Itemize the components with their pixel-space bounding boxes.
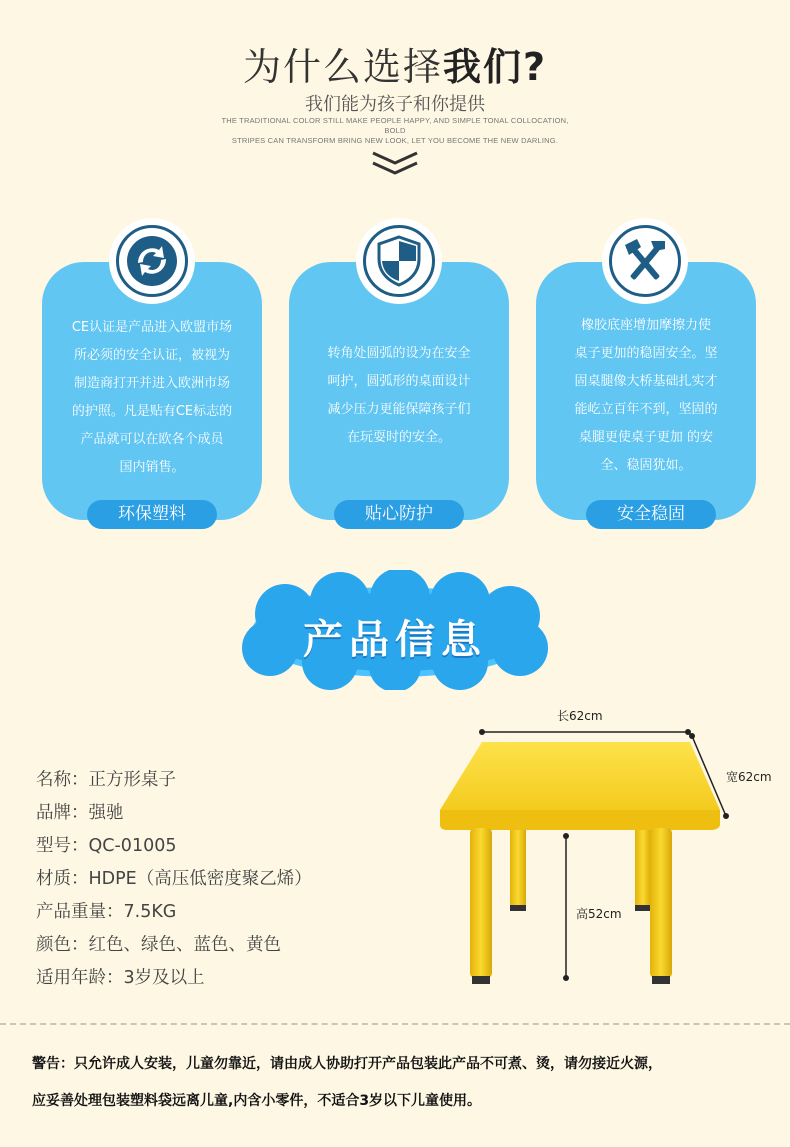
feature-line: 能屹立百年不到，坚固的 (574, 402, 718, 417)
shield-icon (375, 235, 423, 287)
feature-line: 桌子更加的稳固安全。坚 (574, 346, 718, 361)
section-subtitle: 我们能为孩子和你提供 (305, 94, 485, 115)
feature-label-protection: 贴心防护 (334, 500, 464, 529)
feature-line: 呵护，圆弧形的桌面设计 (327, 374, 471, 389)
spec-name: 名称：正方形桌子 (36, 770, 176, 790)
spec-brand: 品牌：强驰 (36, 803, 124, 823)
feature-line: 减少压力更能保障孩子们 (327, 402, 471, 417)
tools-icon (619, 235, 671, 287)
spec-weight: 产品重量：7.5KG (36, 902, 177, 922)
english-tagline (210, 116, 580, 146)
product-info-title: 产品信息 (303, 617, 487, 663)
feature-description (309, 340, 489, 452)
feature-badge (602, 218, 688, 304)
recycle-icon (126, 235, 178, 287)
feature-line: 转角处圆弧的设为在安全 (327, 346, 471, 361)
feature-line: 国内销售。 (119, 460, 185, 475)
feature-line: CE认证是产品进入欧盟市场 (71, 320, 233, 335)
feature-line: 的护照。凡是贴有CE标志的 (71, 404, 233, 419)
english-tagline-line1: THE TRADITIONAL COLOR STILL MAKE PEOPLE HAPPY, AND SIMPLE TONAL COLLOCATION, BOLD (221, 116, 569, 135)
badge-ring (116, 225, 188, 297)
badge-ring (609, 225, 681, 297)
spec-colors: 颜色：红色、绿色、蓝色、黄色 (36, 935, 281, 955)
feature-line: 全、稳固犹如。 (600, 458, 692, 473)
spec-model: 型号：QC-01005 (36, 836, 177, 856)
feature-label-stability: 安全稳固 (586, 500, 716, 529)
feature-line: 在玩耍时的安全。 (346, 430, 451, 445)
feature-label-eco: 环保塑料 (87, 500, 217, 529)
spec-material: 材质：HDPE（高压低密度聚乙烯） (36, 869, 312, 889)
feature-line: 固桌腿像大桥基础扎实才 (574, 374, 718, 389)
title-normal-text: 为什么选择 (242, 45, 443, 89)
warning-line-2: 应妥善处理包装塑料袋远离儿童,内含小零件，不适合3岁以下儿童使用。 (32, 1093, 482, 1109)
spec-age: 适用年龄：3岁及以上 (36, 968, 205, 988)
feature-line: 产品就可以在欧各个成员 (80, 432, 224, 447)
feature-description (62, 314, 242, 482)
dimension-length: 长62cm (557, 709, 603, 723)
section-divider (0, 1023, 790, 1025)
dimension-width: 宽62cm (726, 770, 772, 784)
feature-line: 所必须的安全认证，被视为 (73, 348, 230, 363)
section-title-why-us (0, 36, 790, 91)
double-chevron-down-icon (370, 150, 420, 178)
feature-line: 橡胶底座增加摩擦力使 (580, 318, 711, 333)
english-tagline-line2: STRIPES CAN TRANSFORM BRING NEW LOOK, LET YOU BECOME THE NEW DARLING. (231, 136, 559, 145)
feature-description (556, 312, 736, 480)
warning-line-1: 警告：只允许成人安装，儿童勿靠近，请由成人协助打开产品包装此产品不可煮、烫，请勿接近火源， (32, 1056, 662, 1072)
feature-line: 桌腿更使桌子更加 的安 (578, 430, 714, 445)
title-bold-text: 我们? (442, 45, 548, 89)
dimension-height: 高52cm (576, 907, 622, 921)
product-spec-list (36, 764, 436, 995)
feature-badge (109, 218, 195, 304)
badge-ring (363, 225, 435, 297)
feature-badge (356, 218, 442, 304)
product-table-image (430, 700, 780, 1000)
feature-line: 制造商打开并进入欧洲市场 (73, 376, 230, 391)
